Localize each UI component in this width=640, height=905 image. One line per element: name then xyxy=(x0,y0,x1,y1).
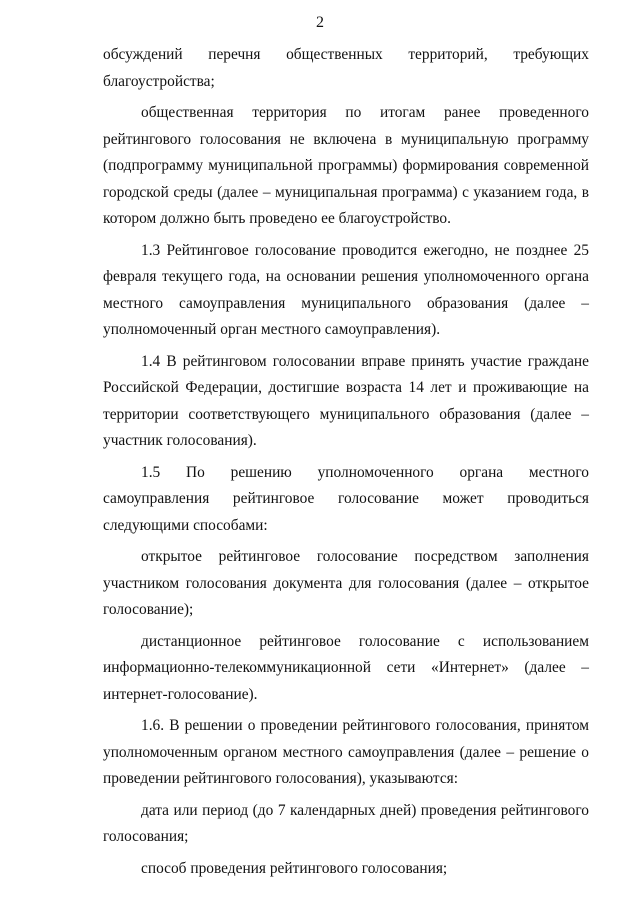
paragraph-1-4: 1.4 В рейтинговом голосовании вправе принять участие граждане Российской Федерации, достигшие возраста 14 лет и проживающие на территории соответствующего муниципального образования (далее – участник голосования). xyxy=(103,352,589,449)
paragraph-1-5: 1.5 По решению уполномоченного органа местного самоуправления рейтинговое голосование может проводиться следующими способами: xyxy=(103,463,589,534)
paragraph-internet-voting: дистанционное рейтинговое голосование с использованием информационно-телекоммуникационной сети «Интернет» (далее – интернет-голосование). xyxy=(103,632,589,703)
paragraph-1-3: 1.3 Рейтинговое голосование проводится ежегодно, не позднее 25 февраля текущего года, на основании решения уполномоченного органа местного самоуправления муниципального образования (далее – уполномоченный орган местного самоуправления). xyxy=(103,241,589,338)
paragraph-open-voting: открытое рейтинговое голосование посредством заполнения участником голосования документа для голосования (далее – открытое голосование); xyxy=(103,548,589,618)
document-body xyxy=(103,42,589,887)
page-number: 2 xyxy=(316,14,324,31)
paragraph-1-6: 1.6. В решении о проведении рейтингового голосования, принятом уполномоченным органом местного самоуправления (далее – решение о проведении рейтингового голосования), указываются: xyxy=(103,717,589,787)
paragraph-public-territory: общественная территория по итогам ранее проведенного рейтингового голосования не включена в муниципальную программу (подпрограмму муниципальной программы) формирования современной городской среды (далее – муниципальная программа) с указанием года, в котором должно быть проведено ее благоустройство. xyxy=(103,104,589,227)
paragraph-voting-method: способ проведения рейтингового голосования; xyxy=(141,859,448,877)
paragraph-continuation: обсуждений перечня общественных территорий, требующих благоустройства; xyxy=(103,46,589,90)
paragraph-voting-date: дата или период (до 7 календарных дней) проведения рейтингового голосования; xyxy=(103,801,589,845)
